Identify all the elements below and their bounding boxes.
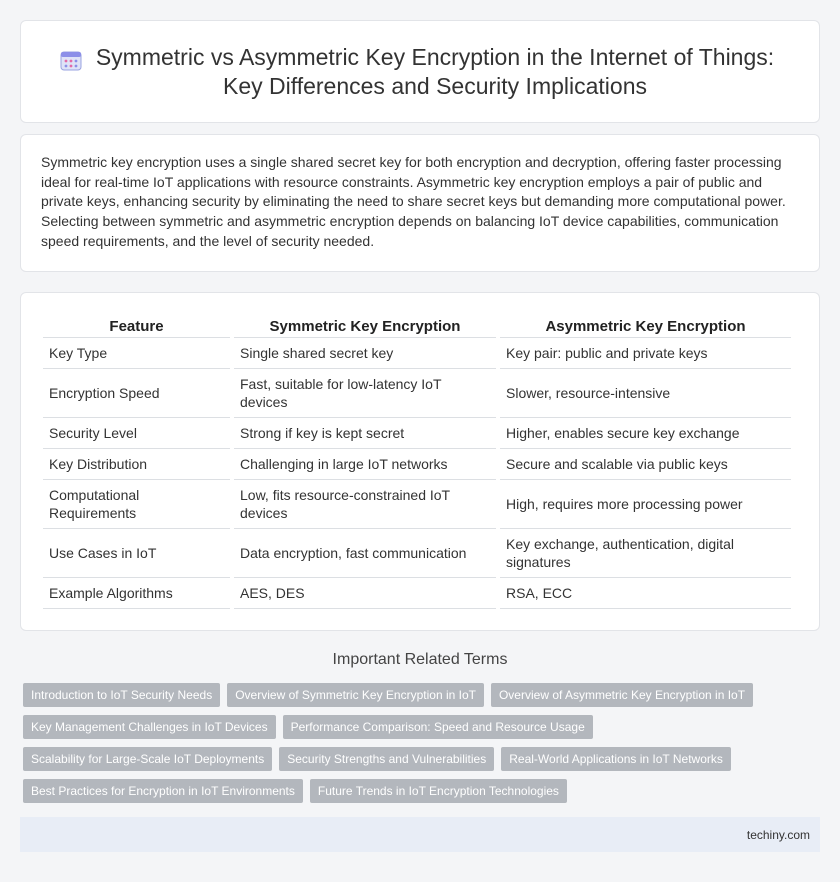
table-row	[43, 449, 791, 480]
feature-cell: Encryption Speed	[43, 369, 230, 418]
asymmetric-cell: RSA, ECC	[500, 578, 791, 609]
table-header-row	[43, 313, 791, 338]
asymmetric-cell: Key pair: public and private keys	[500, 338, 791, 369]
table-row	[43, 418, 791, 449]
page-title: Symmetric vs Asymmetric Key Encryption in the Internet of Things: Key Differences and Security Implications	[95, 43, 775, 99]
feature-cell: Example Algorithms	[43, 578, 230, 609]
table-row	[43, 338, 791, 369]
related-term-tag[interactable]: Security Strengths and Vulnerabilities	[279, 747, 494, 771]
related-term-tag[interactable]: Future Trends in IoT Encryption Technologies	[310, 779, 567, 803]
symmetric-cell: Strong if key is kept secret	[234, 418, 496, 449]
asymmetric-cell: Slower, resource-intensive	[500, 369, 791, 418]
asymmetric-cell: Key exchange, authentication, digital signatures	[500, 529, 791, 578]
related-terms-list	[23, 683, 823, 803]
table-row	[43, 529, 791, 578]
related-term-tag[interactable]: Scalability for Large-Scale IoT Deployments	[23, 747, 272, 771]
symmetric-cell: Low, fits resource-constrained IoT devices	[234, 480, 496, 529]
symmetric-cell: AES, DES	[234, 578, 496, 609]
related-term-tag[interactable]: Overview of Symmetric Key Encryption in IoT	[227, 683, 484, 707]
calendar-icon	[60, 49, 82, 71]
asymmetric-cell: Secure and scalable via public keys	[500, 449, 791, 480]
related-term-tag[interactable]: Best Practices for Encryption in IoT Environments	[23, 779, 303, 803]
table-row	[43, 578, 791, 609]
intro-card	[20, 134, 820, 272]
asymmetric-cell: High, requires more processing power	[500, 480, 791, 529]
feature-cell: Key Distribution	[43, 449, 230, 480]
related-term-tag[interactable]: Performance Comparison: Speed and Resource Usage	[283, 715, 593, 739]
comparison-card	[20, 292, 820, 631]
related-term-tag[interactable]: Key Management Challenges in IoT Devices	[23, 715, 276, 739]
feature-cell: Security Level	[43, 418, 230, 449]
symmetric-cell: Fast, suitable for low-latency IoT devices	[234, 369, 496, 418]
title-card	[20, 20, 820, 123]
comparison-table	[39, 313, 795, 609]
asymmetric-cell: Higher, enables secure key exchange	[500, 418, 791, 449]
symmetric-cell: Data encryption, fast communication	[234, 529, 496, 578]
feature-cell: Key Type	[43, 338, 230, 369]
header-symmetric: Symmetric Key Encryption	[234, 313, 496, 338]
feature-cell: Computational Requirements	[43, 480, 230, 529]
table-row	[43, 480, 791, 529]
feature-cell: Use Cases in IoT	[43, 529, 230, 578]
footer	[20, 817, 820, 852]
header-feature: Feature	[43, 313, 230, 338]
related-term-tag[interactable]: Overview of Asymmetric Key Encryption in IoT	[491, 683, 753, 707]
symmetric-cell: Single shared secret key	[234, 338, 496, 369]
footer-site-link[interactable]: techiny.com	[746, 827, 810, 842]
related-terms-heading: Important Related Terms	[332, 651, 508, 668]
symmetric-cell: Challenging in large IoT networks	[234, 449, 496, 480]
related-term-tag[interactable]: Real-World Applications in IoT Networks	[501, 747, 731, 771]
header-asymmetric: Asymmetric Key Encryption	[500, 313, 791, 338]
table-row	[43, 369, 791, 418]
related-term-tag[interactable]: Introduction to IoT Security Needs	[23, 683, 220, 707]
intro-paragraph: Symmetric key encryption uses a single shared secret key for both encryption and decryption, offering faster processing ideal for real-time IoT applications with resource constraints. Asymmetric key encryption employs a pair of public and private keys, enhancing security by eliminating the need to share secret keys but demanding more computational power. Selecting between symmetric and asymmetric encryption depends on balancing IoT device capabilities, communication speed requirements, and the level of security needed.	[41, 154, 786, 249]
